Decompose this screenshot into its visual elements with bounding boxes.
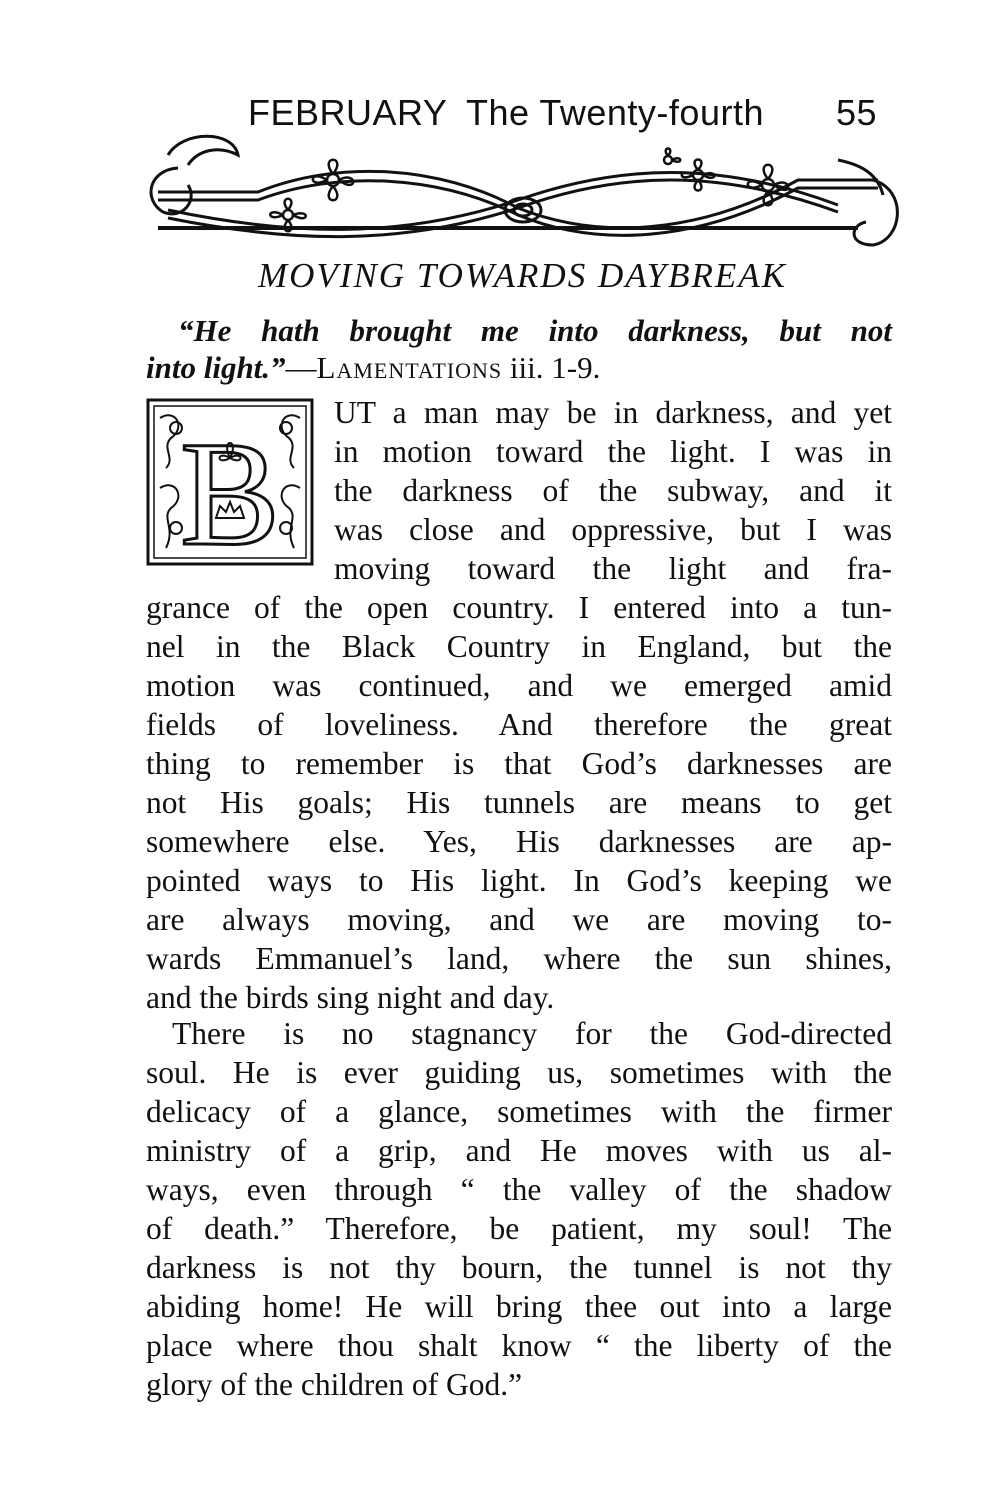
running-head-day: The Twenty-fourth — [466, 92, 764, 133]
text-line: place where thou shalt know “ the liberty of the — [146, 1328, 892, 1363]
text-line: glory of the children of God.” — [146, 1367, 523, 1402]
text-line: nel in the Black Country in England, but the — [146, 629, 892, 664]
text-line: grance of the open country. I entered into a tun- — [146, 590, 892, 625]
text-line: ministry of a grip, and He moves with us al- — [146, 1133, 892, 1168]
text-line: There is no stagnancy for the God-directed — [172, 1016, 892, 1051]
text-line: darkness is not thy bourn, the tunnel is not thy — [146, 1250, 892, 1285]
text-line: moving toward the light and fra- — [334, 551, 892, 586]
text-line: fields of loveliness. And therefore the great — [146, 707, 892, 742]
text-line: pointed ways to His light. In God’s keeping we — [146, 863, 892, 898]
text-line: the darkness of the subway, and it — [334, 473, 892, 508]
epigraph-dash: — — [285, 350, 317, 385]
epigraph — [146, 312, 892, 386]
page-number: 55 — [836, 92, 878, 133]
text-line: thing to remember is that God’s darknesses are — [146, 746, 892, 781]
text-line: soul. He is ever guiding us, sometimes with the — [146, 1055, 892, 1090]
paragraph-1 — [146, 588, 892, 1017]
text-line: in motion toward the light. I was in — [334, 434, 892, 469]
text-line: of death.” Therefore, be patient, my soul! The — [146, 1211, 892, 1246]
floral-ornament-banner — [138, 120, 903, 255]
devotion-title: MOVING TOWARDS DAYBREAK — [258, 256, 787, 295]
text-line: UT a man may be in darkness, and yet — [334, 395, 892, 430]
text-line: abiding home! He will bring thee out into a large — [146, 1289, 892, 1324]
running-head-month: FEBRUARY — [248, 92, 448, 133]
text-line: was close and oppressive, but I was — [334, 512, 892, 547]
text-line: somewhere else. Yes, His darknesses are ap- — [146, 824, 892, 859]
text-line: ways, even through “ the valley of the shadow — [146, 1172, 892, 1207]
text-line: motion was continued, and we emerged amid — [146, 668, 892, 703]
text-line: not His goals; His tunnels are means to get — [146, 785, 892, 820]
epigraph-reference-verse: iii. 1-9. — [502, 350, 601, 385]
text-line: delicacy of a glance, sometimes with the firmer — [146, 1094, 892, 1129]
epigraph-quote-line1: “He hath brought me into darkness, but not — [178, 313, 892, 348]
text-line: wards Emmanuel’s land, where the sun shines, — [146, 941, 892, 976]
paragraph-1-indented — [334, 393, 892, 588]
decorated-drop-cap — [146, 398, 314, 568]
text-line: and the birds sing night and day. — [146, 980, 555, 1015]
drop-cap-letter: B — [179, 411, 281, 568]
paragraph-2 — [146, 1014, 892, 1404]
epigraph-quote-line2: into light.” — [146, 350, 286, 385]
text-line: are always moving, and we are moving to- — [146, 902, 892, 937]
epigraph-reference-book: Lamentations — [316, 350, 503, 385]
